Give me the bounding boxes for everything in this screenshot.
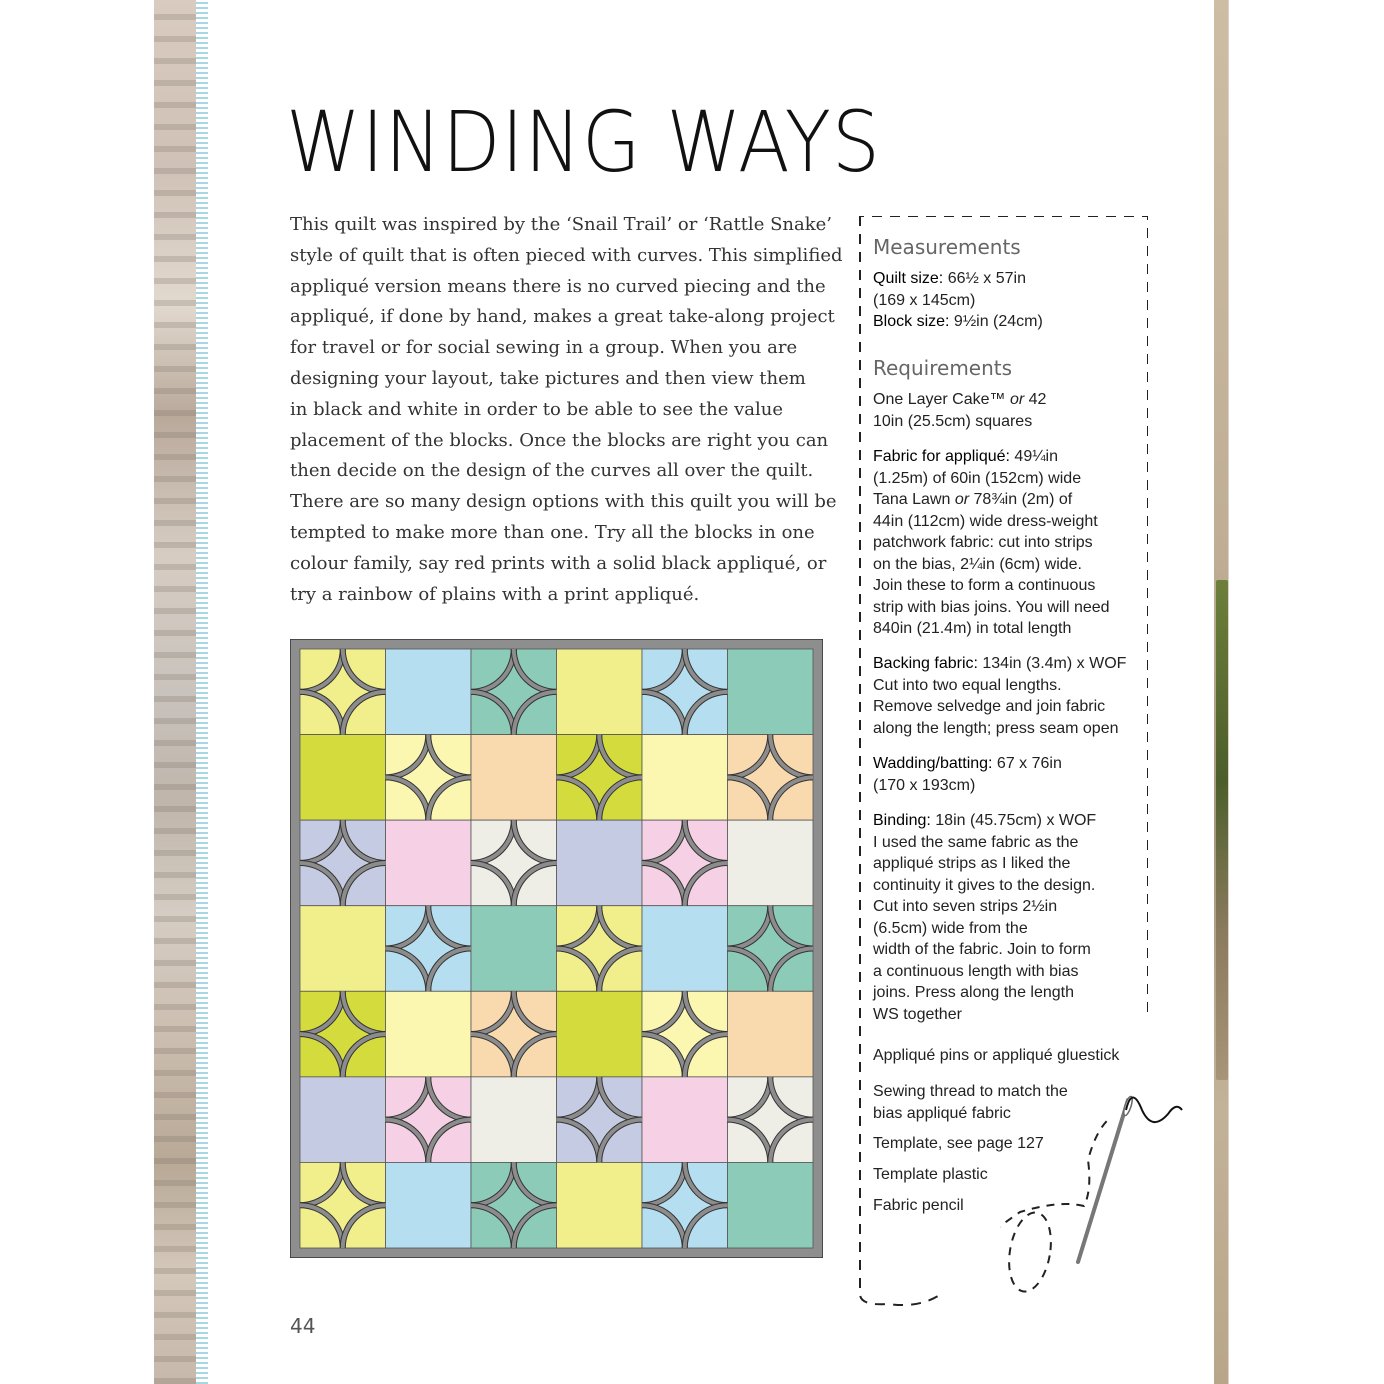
intro-line: colour family, say red prints with a solid black appliqué, or [290, 552, 827, 574]
binding-label: Binding: [873, 812, 931, 829]
applique-line: strip with bias joins. You will need [873, 598, 1110, 616]
layer-cake-item [873, 389, 1148, 432]
pins-item [873, 1045, 1148, 1067]
intro-line: try a rainbow of plains with a print appliqué. [290, 583, 700, 605]
requirements-heading: Requirements [873, 356, 1013, 380]
wadding-item [873, 753, 1148, 796]
thread-line: Sewing thread to match the [873, 1083, 1068, 1100]
right-page-edge [1214, 0, 1384, 1384]
measurements-section [873, 268, 1148, 333]
quilt-size-label: Quilt size: [873, 270, 944, 287]
quilt-block [728, 649, 814, 735]
block-size-value: 9½in (24cm) [949, 313, 1043, 330]
binding-line: joins. Press along the length [873, 984, 1075, 1001]
binding-line: WS together [873, 1005, 962, 1023]
wadding-line: (170 x 193cm) [873, 776, 976, 794]
applique-label: Fabric for appliqué: [873, 448, 1010, 465]
quilt-block [728, 820, 814, 906]
backing-label: Backing fabric: [873, 655, 978, 672]
quilt-block [471, 906, 557, 992]
quilt-block [728, 991, 814, 1077]
quilt-illustration [290, 639, 823, 1258]
intro-paragraph [290, 210, 850, 610]
measurements-heading: Measurements [873, 235, 1021, 259]
intro-line: then decide on the design of the curves all over the quilt. [290, 460, 814, 482]
quilt-block [386, 649, 472, 735]
applique-line: 78¾in (2m) of [969, 491, 1073, 508]
intro-line: style of quilt that is often pieced with curves. This simplified [290, 244, 843, 266]
thread-item [873, 1081, 1148, 1124]
backing-line: Cut into two equal lengths. [873, 676, 1062, 694]
quilt-block [642, 906, 728, 992]
applique-line: Tana Lawn [873, 491, 955, 508]
quilt-block [728, 1162, 814, 1248]
block-size-label: Block size: [873, 313, 950, 330]
binding-line: width of the fabric. Join to form [873, 941, 1091, 958]
quilt-block [386, 991, 472, 1077]
quilt-block [642, 1077, 728, 1163]
binding-line: Cut into seven strips 2½in [873, 898, 1058, 915]
applique-fabric-item [873, 446, 1148, 640]
backing-fabric-item [873, 653, 1148, 739]
fabric-pencil-item [873, 1195, 1148, 1217]
intro-line: placement of the blocks. Once the blocks are right you can [290, 429, 829, 451]
binding-line: appliqué strips as I liked the [873, 855, 1071, 872]
quilt-block [300, 1077, 386, 1163]
intro-line: tempted to make more than one. Try all the blocks in one [290, 521, 815, 543]
layer-cake-size: 10in (25.5cm) squares [873, 412, 1033, 430]
quilt-block [557, 649, 643, 735]
template-plastic-item [873, 1164, 1148, 1186]
quilt-block [557, 820, 643, 906]
page-number: 44 [290, 1314, 316, 1338]
applique-or: or [954, 491, 970, 508]
right-plant-photo [1216, 580, 1228, 1080]
binding-line: a continuous length with bias [873, 962, 1079, 980]
binding-item [873, 810, 1148, 1025]
applique-line: 49¼in [1009, 448, 1059, 465]
wadding-line: 67 x 76in [992, 755, 1062, 772]
intro-line: There are so many design options with this quilt you will be [290, 491, 837, 513]
layer-cake-count: 42 [1024, 391, 1047, 408]
wadding-label: Wadding/batting: [873, 755, 993, 772]
intro-line: in black and white in order to be able to see the value [290, 398, 783, 420]
template-item [873, 1133, 1148, 1155]
template-plastic-line: Template plastic [873, 1166, 988, 1183]
quilt-size-metric: (169 x 145cm) [873, 291, 976, 309]
quilt-block [386, 1162, 472, 1248]
binding-line: continuity it gives to the design. [873, 876, 1096, 894]
quilt-block [300, 906, 386, 992]
layer-cake-or: or [1009, 391, 1025, 408]
quilt-block [557, 991, 643, 1077]
binding-line: I used the same fabric as the [873, 833, 1079, 851]
backing-line: along the length; press seam open [873, 719, 1119, 737]
pins-line: Appliqué pins or appliqué gluestick [873, 1047, 1120, 1064]
binding-line: (6.5cm) wide from the [873, 919, 1028, 937]
quilt-block [300, 735, 386, 821]
binding-line: 18in (45.75cm) x WOF [930, 812, 1097, 829]
page-title: WINDING WAYS [286, 93, 881, 191]
intro-line: appliqué version means there is no curved piecing and the [290, 275, 826, 297]
template-line: Template, see page 127 [873, 1135, 1044, 1152]
intro-line: This quilt was inspired by the ‘Snail Trail’ or ‘Rattle Snake’ [290, 214, 833, 235]
applique-line: 44in (112cm) wide dress-weight [873, 512, 1098, 530]
quilt-block [642, 735, 728, 821]
quilt-block [471, 1077, 557, 1163]
layer-cake-text: One Layer Cake™ [873, 391, 1010, 408]
quilt-block [557, 1162, 643, 1248]
backing-line: Remove selvedge and join fabric [873, 698, 1106, 715]
quilt-size-value: 66½ x 57in [943, 270, 1026, 287]
intro-line: appliqué, if done by hand, makes a great take-along project [290, 306, 835, 328]
applique-line: on the bias, 2¼in (6cm) wide. [873, 555, 1082, 573]
left-stitch-border [196, 0, 208, 1384]
applique-line: 840in (21.4m) in total length [873, 620, 1072, 637]
thread-line: bias appliqué fabric [873, 1104, 1011, 1122]
fabric-pencil-line: Fabric pencil [873, 1197, 964, 1214]
applique-line: (1.25m) of 60in (152cm) wide [873, 469, 1082, 487]
quilt-block [386, 820, 472, 906]
intro-line: for travel or for social sewing in a group. When you are [290, 337, 798, 359]
quilt-block [471, 735, 557, 821]
backing-line: 134in (3.4m) x WOF [977, 655, 1127, 672]
applique-line: patchwork fabric: cut into strips [873, 534, 1093, 551]
intro-line: designing your layout, take pictures and then view them [290, 367, 806, 389]
applique-line: Join these to form a continuous [873, 577, 1096, 594]
